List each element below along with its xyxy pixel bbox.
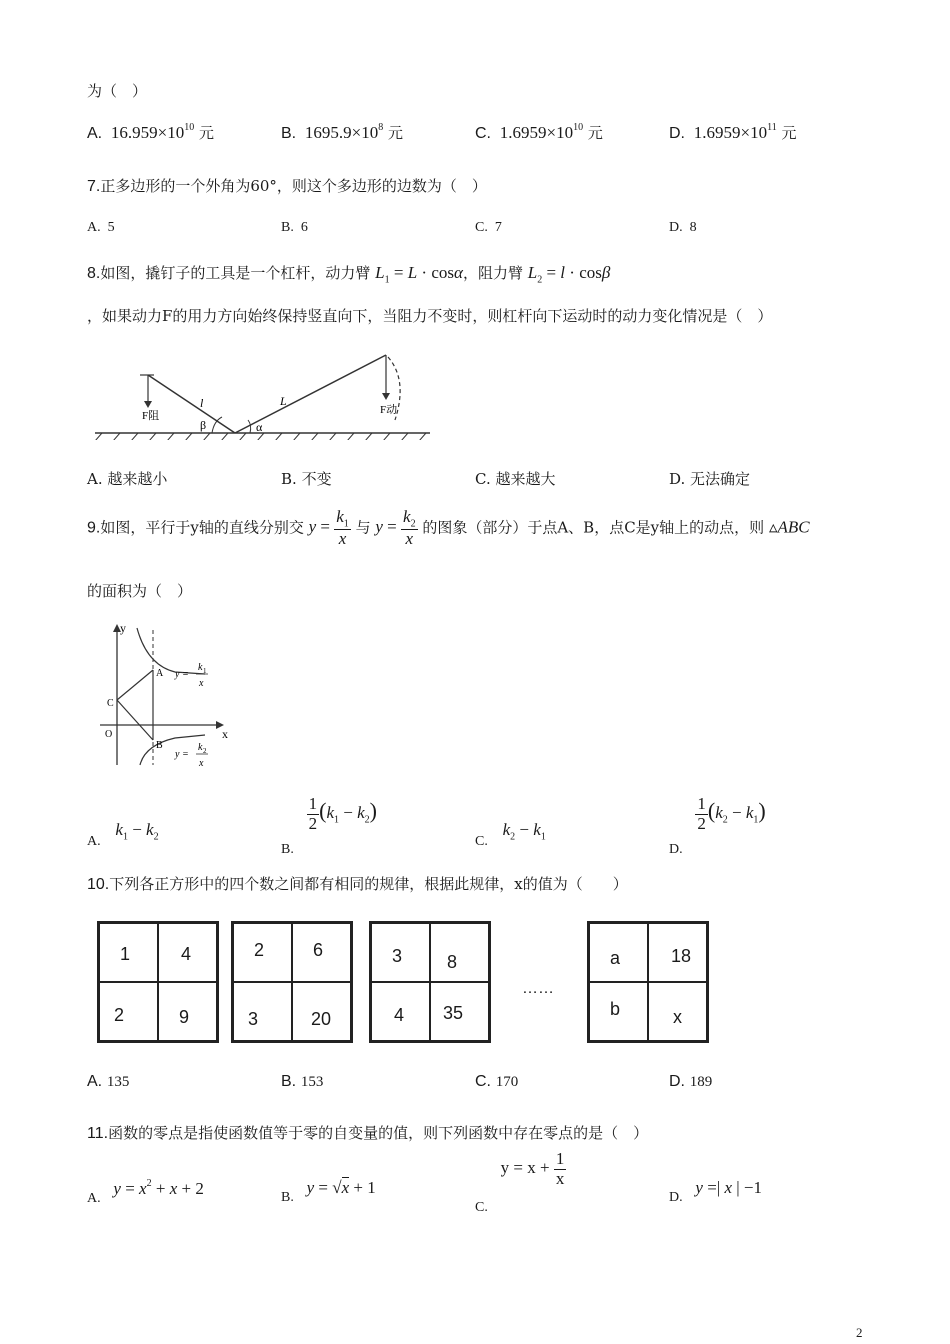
cell-value: 2 (254, 940, 265, 960)
option-letter: A. (87, 220, 101, 235)
a-label: A (156, 668, 164, 679)
exponent: 8 (378, 122, 384, 133)
svg-text:k: k (198, 742, 203, 753)
option-value: 135 (106, 1074, 130, 1090)
q6-option-a[interactable]: A. $16.959\times 10^{10}$ 元 (87, 122, 215, 142)
l-label: l (200, 396, 204, 410)
cell-value: 1 (120, 944, 131, 964)
unit: 元 (587, 124, 603, 142)
q10-stem (87, 873, 628, 894)
q9-option-d[interactable] (669, 794, 766, 858)
option-letter: A. (87, 125, 103, 142)
q6-option-d[interactable]: D. $1.6959\times 10^{11}$ 元 (669, 122, 797, 142)
question-number: 7. (87, 178, 101, 195)
svg-text:1: 1 (203, 667, 207, 675)
option-text: 越来越大 (495, 470, 556, 488)
number-square-3 (369, 921, 491, 1043)
option-letter: B. (281, 1190, 294, 1205)
cell-value: 4 (181, 944, 192, 964)
q11-option-d[interactable] (669, 1178, 762, 1205)
option-letter: C. (475, 125, 491, 142)
option-letter: D. (669, 220, 683, 235)
exponent: 10 (573, 122, 584, 133)
cell-value: 18 (671, 946, 692, 966)
power-arm-formula: $L_1 = L \cdot \cos\alpha$ (375, 263, 463, 286)
option-value: 8 (689, 220, 697, 235)
cell-value: x (673, 1007, 682, 1027)
option-letter: A. (87, 834, 101, 849)
question-text: 函数的零点是指使函数值等于零的自变量的值，则下列函数中存在零点的是（ ） (108, 1124, 649, 1142)
question-number: 9. (87, 519, 101, 537)
option-formula: $k_1 - k_2$ (115, 820, 159, 843)
q8-stem-line2: ，如果动力F的用力方向始终保持竖直向下，当阻力不变时，则杠杆向下运动时的动力变化情况是（ ） (87, 307, 773, 325)
option-letter: C. (475, 1200, 488, 1216)
option-letter: D. (669, 125, 685, 142)
exponent: 11 (767, 122, 777, 133)
q9-option-c[interactable] (475, 800, 546, 849)
option-formula: $k_2 - k_1$ (502, 820, 546, 843)
question-number: 10. (87, 876, 110, 893)
short-arm (148, 375, 235, 433)
option-letter: B. (281, 125, 297, 142)
k1-curve-label (174, 662, 208, 689)
svg-text:x: x (199, 758, 204, 769)
option-formula: y =| x | −1 (695, 1178, 762, 1197)
option-letter: D. (669, 842, 683, 858)
option-letter: A. (87, 1191, 101, 1206)
f-power-label: F动 (380, 404, 398, 416)
option-value: 153 (300, 1074, 324, 1090)
cell-value: 8 (447, 952, 458, 972)
option-letter: B. (281, 470, 297, 488)
question-text: 下列各正方形中的四个数之间都有相同的规律，根据此规律，x的值为（ ） (109, 875, 628, 893)
option-letter: D. (669, 470, 686, 488)
question-text: 如图，撬钉子的工具是一个杠杆，动力臂 (100, 264, 371, 282)
option-letter: C. (475, 834, 488, 849)
q11-stem (87, 1122, 648, 1143)
option-letter: C. (475, 1073, 491, 1090)
alpha-label: α (256, 420, 263, 434)
ellipsis: …… (522, 980, 554, 997)
svg-text:y =: y = (175, 669, 189, 680)
question-text: 正多边形的一个外角为60°，则这个多边形的边数为（ ） (100, 177, 487, 195)
option-formula: $\frac{1}{2}$ $(k_1 - k_2)$ (308, 794, 377, 833)
number-square-2 (231, 921, 353, 1043)
q8-option-b[interactable] (281, 468, 332, 489)
question-number: 11. (87, 1125, 109, 1142)
and-text: 与 (355, 518, 371, 537)
option-letter: A. (87, 1073, 103, 1090)
cell-value: 3 (248, 1009, 259, 1029)
option-value: 189 (689, 1074, 713, 1090)
cell-value: 6 (313, 940, 324, 960)
x-label: x (222, 727, 228, 741)
origin-label: O (105, 729, 113, 740)
exponent: 10 (184, 122, 195, 133)
svg-text:k: k (198, 662, 203, 673)
option-text: 不变 (301, 470, 332, 488)
q8-option-a[interactable] (87, 468, 167, 489)
option-formula: $\frac{1}{2}$ $(k_2 - k_1)$ (697, 794, 766, 833)
f-resist-label: F阻 (142, 410, 160, 422)
option-text: 无法确定 (690, 470, 751, 488)
q9-stem-line2: 的面积为（ ） (87, 582, 193, 600)
option-letter: B. (281, 220, 294, 235)
triangle-abc: ▵ABC (768, 517, 810, 537)
q9-stem-line1 (87, 508, 810, 549)
page-number: 2 (856, 1325, 863, 1340)
q7-stem (87, 175, 487, 196)
q11-option-b[interactable] (281, 1178, 376, 1205)
coef: 1.6959 (499, 123, 547, 142)
question-text-2: 的图象（部分）于点A、B，点C是y轴上的动点，则 (422, 518, 765, 537)
option-text: 越来越小 (107, 470, 168, 488)
coef: 1695.9 (304, 123, 352, 142)
number-square-4 (587, 921, 709, 1043)
option-value: 7 (494, 220, 502, 235)
option-letter: D. (669, 1190, 683, 1205)
q7-option-a[interactable] (87, 220, 115, 236)
q7-option-b[interactable] (281, 220, 308, 236)
coef: 1.6959 (693, 123, 741, 142)
q8-option-c[interactable] (475, 468, 556, 489)
cell-value: b (610, 999, 621, 1019)
q11-option-a[interactable] (87, 1178, 204, 1206)
q9-option-b[interactable] (281, 794, 377, 858)
q9-option-a[interactable] (87, 800, 159, 849)
cell-value: 3 (392, 946, 403, 966)
option-formula: y = √x + 1 (306, 1178, 376, 1197)
number-square-1 (97, 921, 219, 1043)
option-letter: B. (281, 842, 294, 858)
cell-value: 20 (311, 1009, 332, 1029)
func-k1: y = $\frac{k_1}{x}$ (308, 507, 349, 549)
svg-text:y =: y = (175, 749, 189, 760)
q8-option-d[interactable] (669, 468, 750, 489)
b-label: B (156, 740, 163, 751)
cell-value: 4 (394, 1005, 405, 1025)
question-number: 8. (87, 265, 101, 282)
func-k2: y = $\frac{k_2}{x}$ (375, 507, 416, 549)
unit: 元 (388, 124, 404, 142)
q10-option-b[interactable] (281, 1072, 323, 1091)
svg-text:2: 2 (203, 747, 207, 755)
q8-stem-line1 (87, 262, 610, 285)
option-letter: D. (669, 1073, 685, 1090)
q10-option-c[interactable] (475, 1072, 518, 1091)
big-l-label: L (280, 394, 287, 408)
cell-value: 2 (114, 1005, 125, 1025)
c-label: C (107, 698, 114, 709)
question-text-2: ，阻力臂 (462, 264, 523, 282)
cell-value: a (610, 948, 621, 968)
q6-option-b[interactable]: B. $1695.9\times 10^8$ 元 (281, 122, 404, 142)
option-value: 5 (107, 220, 115, 235)
q7-option-d[interactable] (669, 220, 697, 236)
triangle-label: ABC (777, 517, 810, 537)
option-formula: y = x + $\frac{1}{x}$ (500, 1149, 565, 1188)
ground-hatching (95, 433, 426, 440)
cell-value: 35 (443, 1003, 464, 1023)
question-text: 如图，平行于y轴的直线分别交 (100, 518, 304, 537)
option-value: 170 (495, 1074, 519, 1090)
option-letter: A. (87, 470, 103, 488)
option-value: 6 (300, 220, 308, 235)
beta-label: β (200, 418, 207, 432)
k1-curve (137, 628, 205, 674)
unit: 元 (781, 124, 797, 142)
y-label: y (120, 621, 126, 635)
q7-option-c[interactable] (475, 220, 502, 236)
q6-option-c[interactable]: C. $1.6959\times 10^{10}$ 元 (475, 122, 603, 142)
q10-option-a[interactable] (87, 1072, 129, 1091)
q11-option-c[interactable] (475, 1149, 566, 1216)
option-letter: B. (281, 1073, 297, 1090)
cell-value: 9 (179, 1007, 190, 1027)
k2-curve (140, 735, 205, 765)
hyperbola-figure (95, 620, 240, 770)
option-formula: $y = x^2 + x + 2$ (113, 1178, 204, 1198)
q10-option-d[interactable] (669, 1072, 712, 1091)
option-letter: C. (475, 220, 488, 235)
lever-figure (90, 345, 435, 440)
resist-arm-formula: $L_2 = l \cdot \cos\beta$ (527, 263, 611, 286)
option-letter: C. (475, 470, 491, 488)
coef: 16.959 (110, 123, 158, 142)
q6-tail: 为（ ） (87, 82, 148, 100)
unit: 元 (199, 124, 215, 142)
svg-text:x: x (199, 678, 204, 689)
k2-curve-label (174, 742, 208, 769)
